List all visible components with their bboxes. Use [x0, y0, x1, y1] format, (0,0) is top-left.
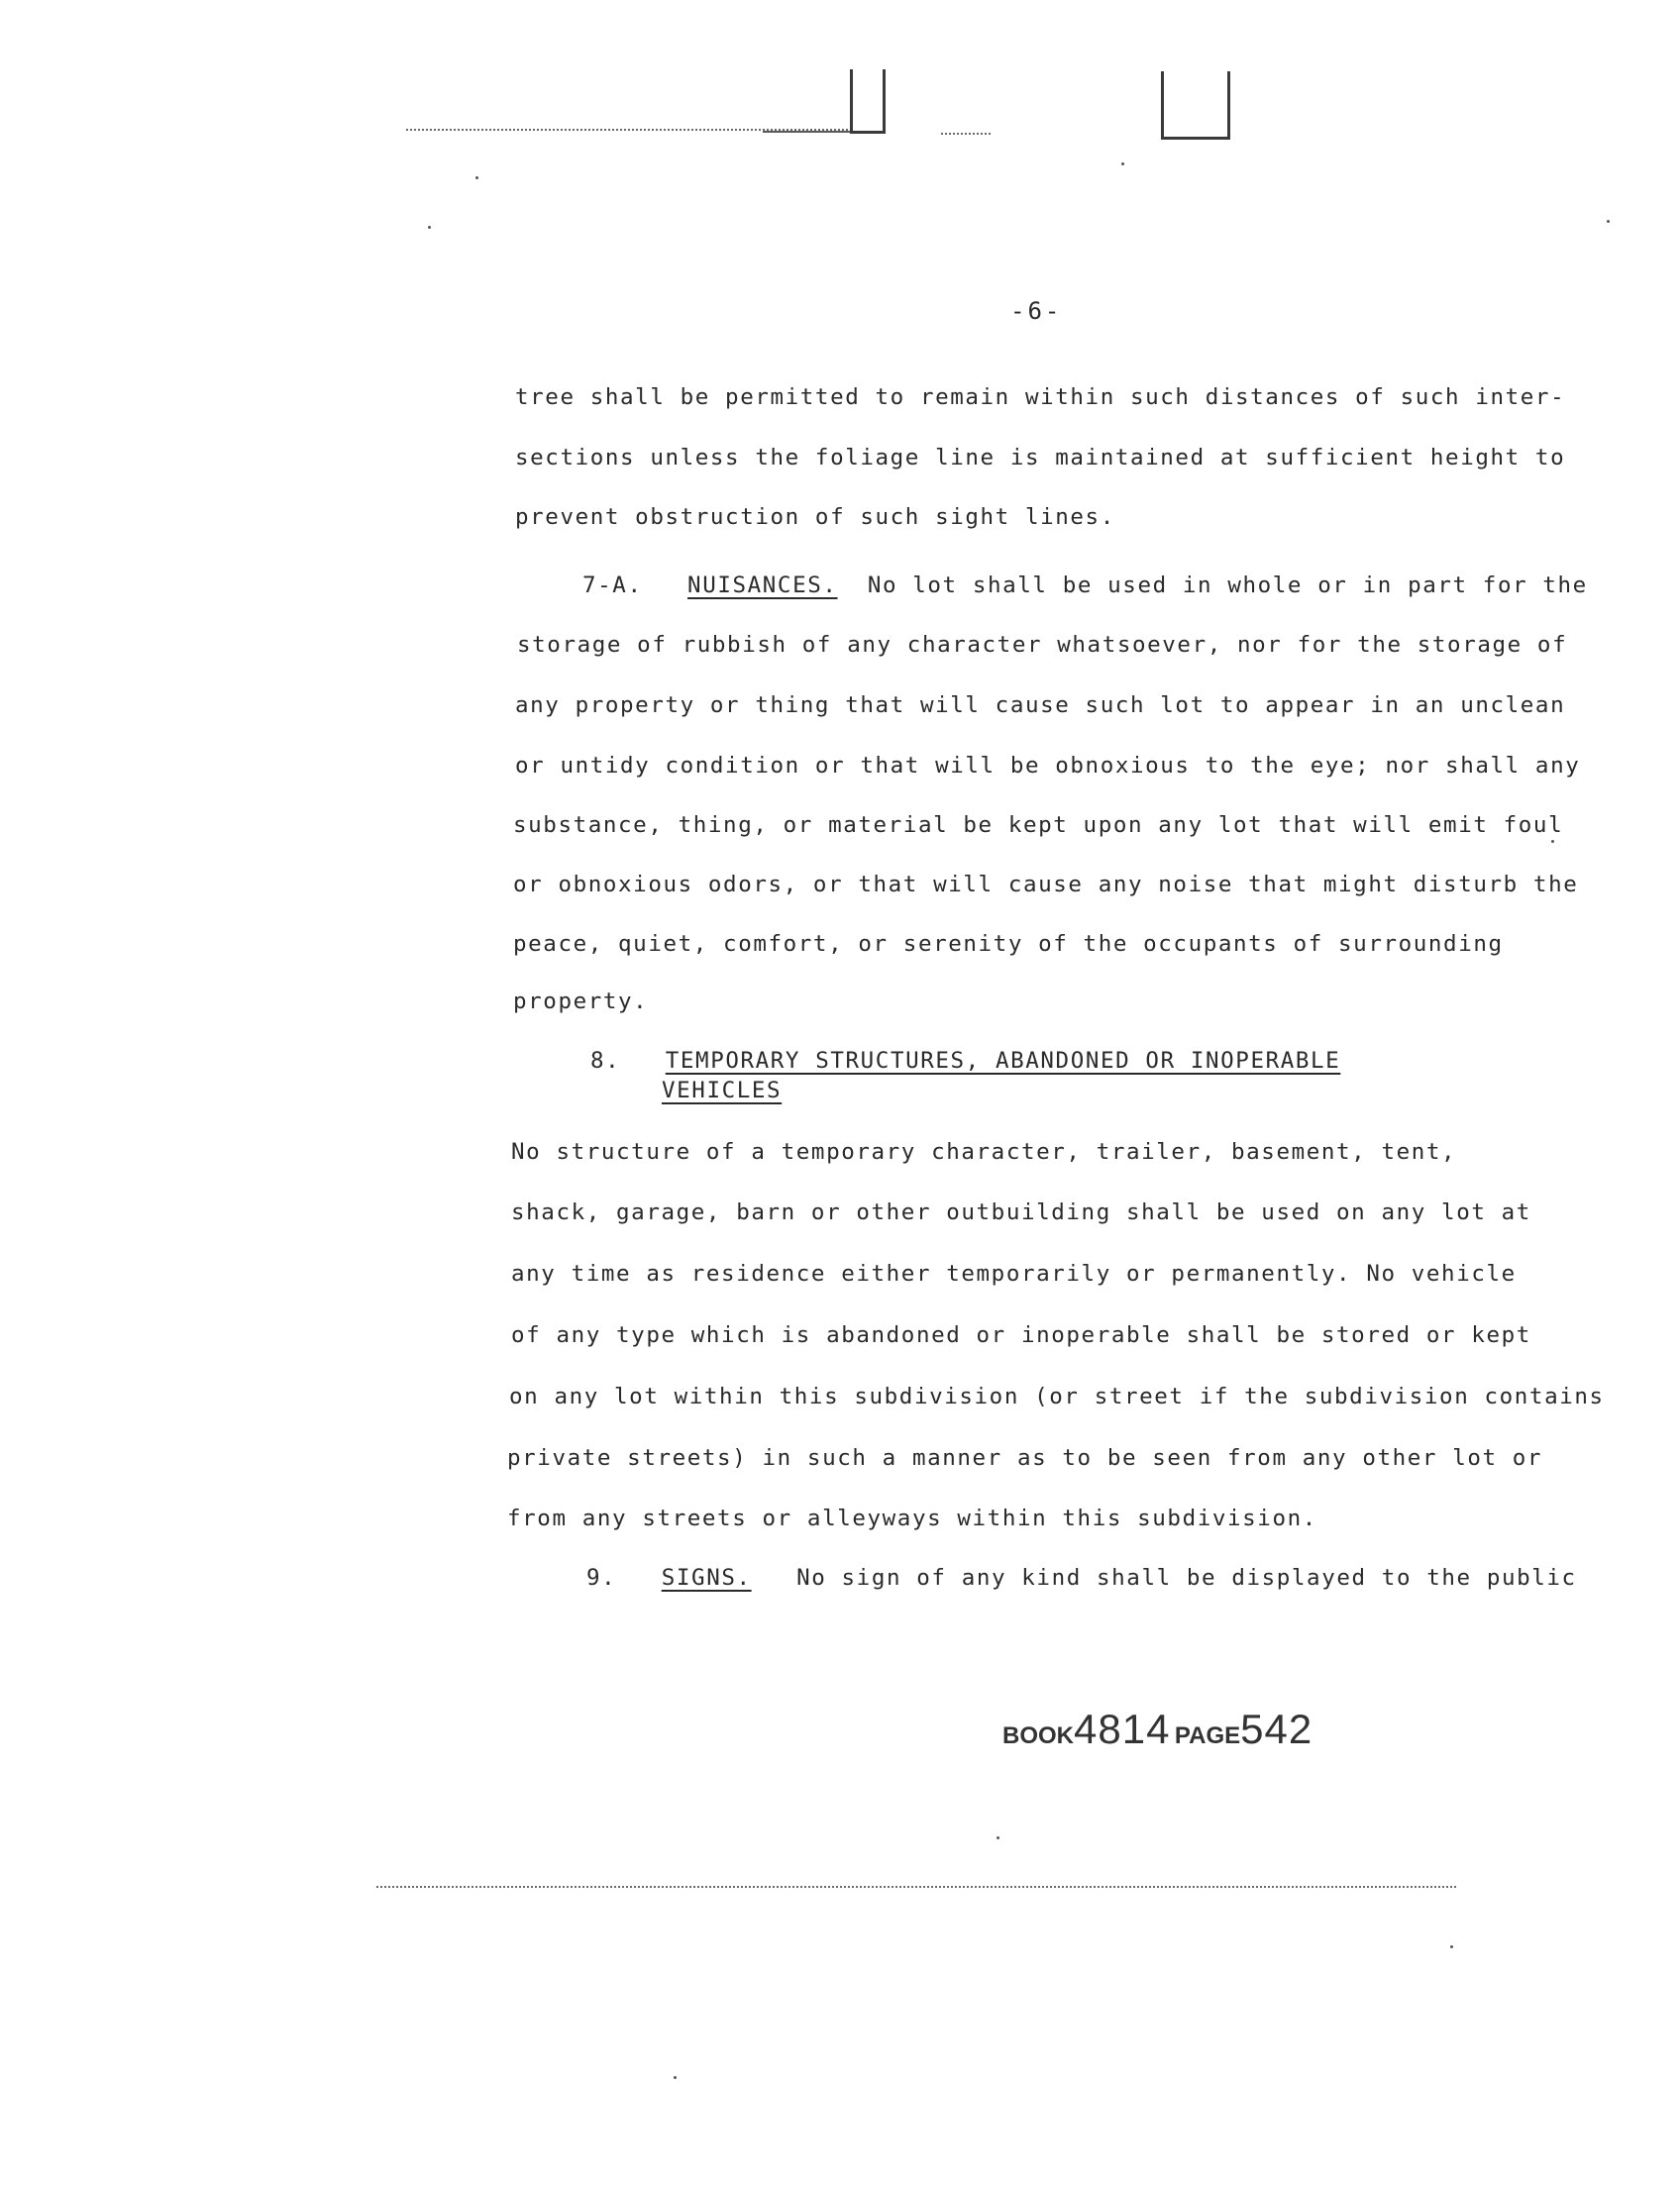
text-line: any property or thing that will cause such lot to appear in an unclean: [515, 692, 1566, 718]
scan-speck: [674, 2076, 677, 2079]
section-7a-text: No lot shall be used in whole or in part for the: [867, 573, 1588, 598]
text-line: or untidy condition or that will be obnoxious to the eye; nor shall any: [515, 753, 1581, 779]
text-line: shack, garage, barn or other outbuilding shall be used on any lot at: [511, 1199, 1531, 1225]
scan-artifact-top-line-2: [941, 133, 991, 135]
text-line: or obnoxious odors, or that will cause any noise that might disturb the: [513, 872, 1579, 897]
scan-speck: [1121, 162, 1124, 165]
page-number: -6-: [1010, 297, 1063, 325]
section-7a-number: 7-A.: [582, 573, 643, 598]
text-line: any time as residence either temporarily or permanently. No vehicle: [511, 1261, 1517, 1287]
section-9-text: No sign of any kind shall be displayed to the public: [796, 1565, 1577, 1591]
scan-artifact-bracket-left: [850, 69, 886, 134]
section-9-number: 9.: [586, 1565, 617, 1591]
text-line: from any streets or alleyways within this subdivision.: [507, 1506, 1317, 1531]
text-line: storage of rubbish of any character whatsoever, nor for the storage of: [517, 632, 1568, 658]
text-line: on any lot within this subdivision (or street if the subdivision contains: [509, 1384, 1605, 1409]
book-number: 4814: [1074, 1706, 1171, 1752]
recording-stamp: [1002, 1706, 1312, 1753]
section-8-heading: TEMPORARY STRUCTURES, ABANDONED OR INOPERABLE: [665, 1048, 1341, 1074]
section-8-line: [590, 1048, 1340, 1074]
scan-artifact-top-rule: [763, 131, 852, 133]
scan-speck: [475, 176, 478, 179]
stamp-page-number: 542: [1240, 1706, 1313, 1752]
book-label: BOOK: [1002, 1722, 1074, 1749]
section-8-number: 8.: [590, 1048, 621, 1074]
section-9-heading: SIGNS.: [661, 1565, 752, 1591]
text-line: of any type which is abandoned or inoperable shall be stored or kept: [511, 1322, 1531, 1348]
scan-artifact-bottom-line: [376, 1886, 1456, 1888]
section-8-heading-cont: VEHICLES: [662, 1078, 783, 1103]
scan-speck: [997, 1836, 999, 1839]
text-line: sections unless the foliage line is maintained at sufficient height to: [515, 445, 1566, 470]
section-7a-heading: NUISANCES.: [687, 573, 838, 598]
section-9-line: [586, 1565, 1577, 1591]
section-7a-line: [582, 573, 1588, 598]
text-line: prevent obstruction of such sight lines.: [515, 504, 1115, 530]
scan-speck: [1607, 220, 1610, 223]
scan-artifact-bracket-right: [1161, 71, 1230, 140]
text-line: No structure of a temporary character, trailer, basement, tent,: [511, 1139, 1457, 1165]
text-line: peace, quiet, comfort, or serenity of the occupants of surrounding: [513, 931, 1504, 957]
scan-speck: [1551, 840, 1554, 843]
scan-speck: [1450, 1945, 1453, 1948]
page-label: PAGE: [1174, 1722, 1241, 1749]
text-line: tree shall be permitted to remain within such distances of such inter-: [515, 384, 1566, 410]
text-line: property.: [513, 989, 649, 1014]
scan-speck: [428, 226, 431, 229]
text-line: private streets) in such a manner as to be seen from any other lot or: [507, 1445, 1543, 1471]
text-line: substance, thing, or material be kept upon any lot that will emit foul: [513, 812, 1564, 838]
